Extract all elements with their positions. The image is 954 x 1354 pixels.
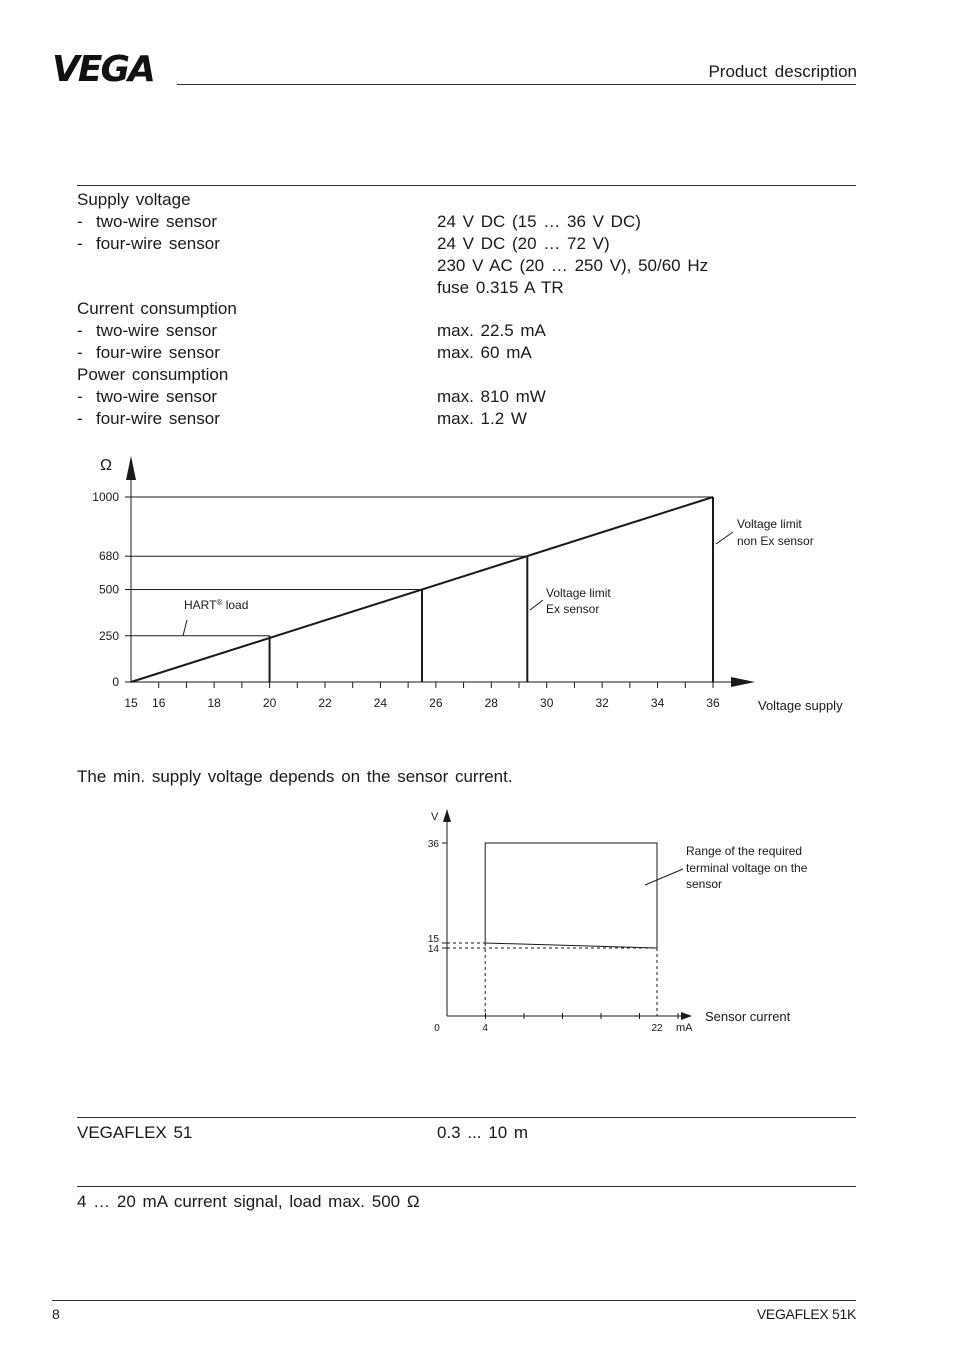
y-tick-label: 15: [427, 934, 439, 945]
terminal-voltage-chart: [0, 800, 954, 1050]
supply-row-value: 24 V DC (15 … 36 V DC): [437, 212, 641, 231]
nonex-limit-label: Voltage limit: [737, 517, 802, 531]
ex-limit-label: Ex sensor: [546, 602, 600, 616]
y-axis-label: V: [431, 811, 439, 823]
x-tick-label: 22: [318, 696, 332, 710]
y-tick-label: 0: [112, 675, 119, 689]
load-diagram-chart: [0, 440, 954, 730]
x-tick-label: 15: [124, 696, 138, 710]
hart-load-label: HART® load: [184, 598, 249, 612]
supply-row-value: 24 V DC (20 … 72 V): [437, 234, 610, 253]
section-divider: [77, 185, 856, 186]
x-tick-label: 26: [429, 696, 443, 710]
supply-row-label: - four-wire sensor: [77, 234, 220, 253]
y-tick-label: 680: [98, 549, 119, 564]
region-label: Range of the required: [686, 844, 803, 858]
y-tick-label: 36: [427, 839, 439, 850]
section-divider: [77, 1186, 856, 1187]
measuring-range-value: 0.3 ... 10 m: [437, 1123, 529, 1142]
x-axis-arrow: [681, 1012, 692, 1020]
header-rule: [177, 84, 856, 85]
min-voltage-note: The min. supply voltage depends on the sensor current.: [77, 767, 513, 786]
x-tick-label: 30: [540, 696, 554, 710]
vega-logo: VEGA: [52, 49, 154, 90]
x-tick-label: 22: [651, 1023, 663, 1034]
y-tick-label: 14: [427, 944, 439, 955]
x-tick-label: 16: [152, 696, 166, 710]
x-tick-label: 28: [484, 696, 498, 710]
footer-rule: [52, 1300, 856, 1301]
x-tick-label: 0: [434, 1023, 440, 1034]
supply-voltage-title: Supply voltage: [77, 190, 191, 209]
nonex-limit-label: non Ex sensor: [737, 534, 814, 548]
region-label: terminal voltage on the: [686, 861, 808, 875]
y-tick-label: 1000: [92, 490, 119, 504]
ex-limit-label: Voltage limit: [546, 586, 611, 600]
x-tick-label: 24: [373, 696, 388, 710]
region-leader-line: [645, 869, 683, 885]
x-tick-label: 4: [482, 1023, 488, 1034]
current-row-value: max. 22.5 mA: [437, 321, 546, 340]
terminal-voltage-region: [485, 843, 657, 948]
x-tick-label: 32: [595, 696, 609, 710]
x-axis-label: Voltage supply: [758, 698, 843, 713]
nonex-leader-line: [716, 532, 733, 544]
current-row-value: max. 60 mA: [437, 343, 532, 362]
x-tick-label: 20: [262, 696, 277, 710]
x-unit-label: mA: [676, 1022, 693, 1034]
ex-leader-line: [530, 600, 543, 610]
x-axis-arrow: [731, 677, 755, 687]
hart-registered-mark: ®: [216, 598, 223, 607]
y-axis-label: Ω: [100, 457, 112, 474]
supply-row-value: fuse 0.315 A TR: [437, 278, 564, 297]
page-number: 8: [52, 1306, 60, 1322]
supply-row-value: 230 V AC (20 … 250 V), 50/60 Hz: [437, 256, 709, 275]
x-axis-label: Sensor current: [705, 1009, 791, 1024]
power-row-label: - two-wire sensor: [77, 387, 218, 406]
footer-product: VEGAFLEX 51K: [756, 1306, 856, 1322]
output-signal-text: 4 … 20 mA current signal, load max. 500 Ω: [77, 1192, 420, 1211]
y-axis-arrow: [443, 809, 451, 822]
x-tick-label: 34: [650, 696, 665, 710]
current-row-label: - four-wire sensor: [77, 343, 220, 362]
y-axis-arrow: [126, 456, 136, 480]
power-row-label: - four-wire sensor: [77, 409, 220, 428]
x-tick-label: 18: [207, 696, 221, 710]
power-row-value: max. 1.2 W: [437, 409, 527, 428]
region-label: sensor: [686, 877, 723, 891]
current-row-label: - two-wire sensor: [77, 321, 218, 340]
power-consumption-title: Power consumption: [77, 365, 229, 384]
current-consumption-title: Current consumption: [77, 299, 237, 318]
hart-leader-line: [183, 620, 187, 636]
supply-row-label: - two-wire sensor: [77, 212, 218, 231]
y-tick-label: 500: [98, 582, 119, 597]
section-title: Product description: [708, 62, 857, 81]
section-divider: [77, 1117, 856, 1118]
power-row-value: max. 810 mW: [437, 387, 546, 406]
x-tick-label: 36: [706, 696, 720, 710]
hart-load-suffix: load: [222, 598, 249, 612]
measuring-range-label: VEGAFLEX 51: [77, 1123, 193, 1142]
y-tick-label: 250: [98, 628, 119, 643]
